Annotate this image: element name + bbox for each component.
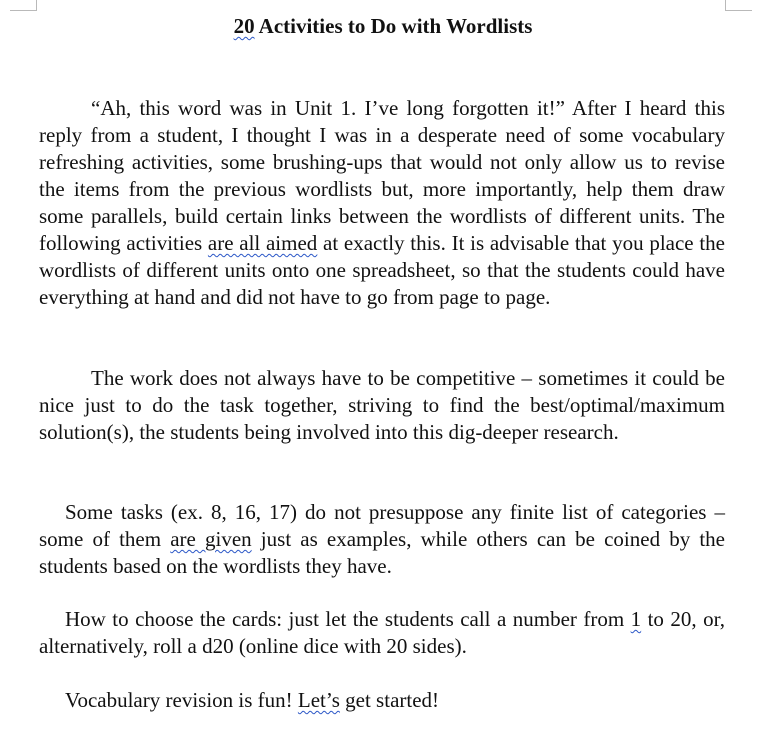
paragraph-cards-text-c: to 20, or, alternatively, roll a d20 (online dice with 20 sides). [39,607,725,658]
paragraph-closing-text-c: get started! [339,688,440,712]
crop-mark-top-left [10,0,37,11]
crop-mark-top-right [725,0,752,11]
spellcheck-flag-lets[interactable]: Let’s [297,688,340,712]
title-number-spellcheck[interactable]: 20 [233,14,255,38]
title-text: Activities to Do with Wordlists [254,14,533,38]
paragraph-cards[interactable] [39,606,725,660]
paragraph-intro[interactable] [39,95,725,311]
paragraph-intro-text-a: “Ah, this word was in Unit 1. I’ve long forgotten it!” After I heard this reply from a student, I thought I was in a desperate need of some vocabulary refreshing activities, some brushing-ups that would not only allow us to revise the items from the previous wordlists but, more importantly, help them draw some parallels, build certain links between the wordlists of different units. The following activities [39,96,725,255]
spellcheck-flag-number-1[interactable]: 1 [630,607,642,631]
paragraph-closing[interactable] [39,687,725,714]
grammar-flag-are-given[interactable]: are given [170,527,252,551]
paragraph-tasks[interactable] [39,499,725,580]
grammar-flag-are-all-aimed[interactable]: are all aimed [207,231,318,255]
paragraph-intro-text-c: at exactly this. It is advisable that you place the wordlists of different units onto one spreadsheet, so that the students could have everything at hand and did not have to go from page to page. [39,231,725,309]
paragraph-closing-text-a: Vocabulary revision is fun! [65,688,298,712]
paragraph-competitive[interactable]: The work does not always have to be competitive – sometimes it could be nice just to do the task together, striving to find the best/optimal/maximum solution(s), the students being involved into this dig-deeper research. [39,366,725,444]
document-title[interactable] [0,12,766,40]
paragraph-tasks-text-a: Some tasks (ex. 8, 16, 17) do not presuppose any finite list of categories – some of them [39,500,725,551]
paragraph-tasks-text-c: just as examples, while others can be coined by the students based on the wordlists they have. [39,527,726,578]
paragraph-cards-text-a: How to choose the cards: just let the students call a number from [65,607,631,631]
